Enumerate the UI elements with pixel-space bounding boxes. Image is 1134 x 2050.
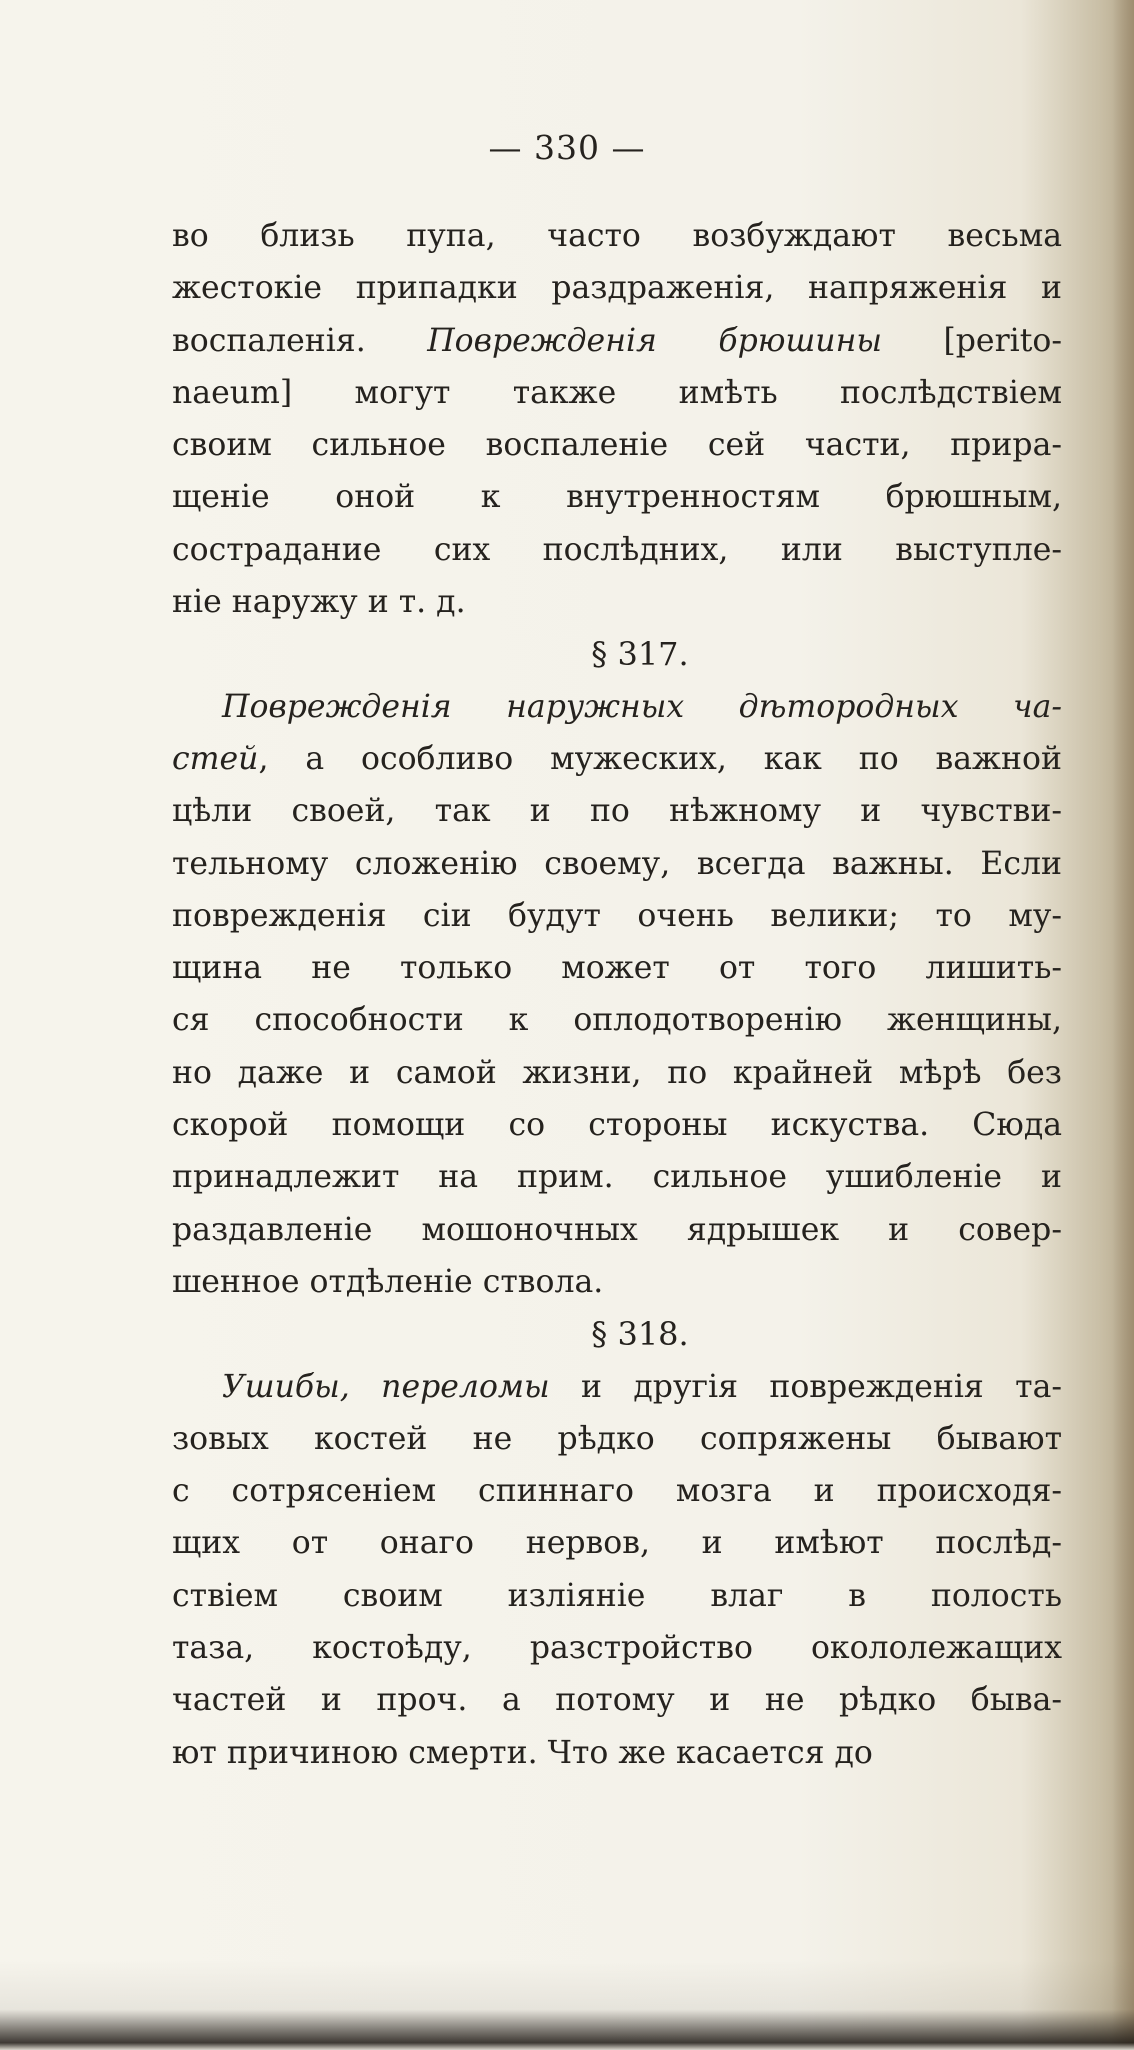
- page-edge-shadow: [1112, 0, 1134, 2050]
- text-run: и другія поврежденія та-: [549, 1368, 1062, 1405]
- text-run: цѣли своей, так и по нѣжному и чувстви-: [172, 793, 1062, 830]
- text-line: [172, 1361, 1062, 1413]
- text-line: [172, 890, 1062, 942]
- text-line: [172, 942, 1062, 994]
- text-run: поврежденія сіи будут очень велики; то му-: [172, 897, 1062, 934]
- text-run: с сотрясеніем спиннаго мозга и происходя-: [172, 1473, 1062, 1510]
- text-run: сострадание сих послѣдних, или выступле-: [172, 531, 1062, 568]
- text-line: [172, 524, 1062, 576]
- text-run: жестокіе припадки раздраженія, напряженія и: [172, 270, 1062, 307]
- text-run: ся способности к оплодотворенію женщины,: [172, 1002, 1062, 1039]
- text-run: зовых костей не рѣдко сопряжены бывают: [172, 1420, 1062, 1457]
- text-line: [172, 1622, 1062, 1674]
- text-run: частей и проч. а потому и не рѣдко быва-: [172, 1682, 1062, 1719]
- text-line: [172, 471, 1062, 523]
- text-line: [172, 262, 1062, 314]
- page-bottom-edge: [0, 1960, 1134, 2050]
- text-line: [172, 785, 1062, 837]
- text-line: [172, 367, 1062, 419]
- text-run: но даже и самой жизни, по крайней мѣрѣ без: [172, 1054, 1062, 1091]
- text-run: ствіем своим изліяніе влаг в полость: [172, 1577, 1062, 1614]
- text-line: [172, 681, 1062, 733]
- text-line: [172, 1465, 1062, 1517]
- text-run: таза, костоѣду, разстройство окололежащих: [172, 1630, 1062, 1667]
- text-run: , а особливо мужеских, как по важной: [258, 740, 1062, 777]
- text-line: [172, 315, 1062, 367]
- text-line: [172, 1256, 1062, 1308]
- text-line: [172, 210, 1062, 262]
- text-line: [172, 1413, 1062, 1465]
- italic-text-run: Ушибы, переломы: [222, 1368, 550, 1405]
- section-heading: § 318.: [591, 1315, 689, 1354]
- text-line: [172, 1151, 1062, 1203]
- text-line: [172, 1570, 1062, 1622]
- text-line: [172, 1099, 1062, 1151]
- text-run: во близь пупа, часто возбуждают весьма: [172, 218, 1062, 254]
- text-run: принадлежит на прим. сильное ушибленіе и: [172, 1159, 1062, 1196]
- text-line: [172, 1517, 1062, 1569]
- text-run: щина не только может от того лишить-: [172, 950, 1062, 987]
- body-text: [172, 210, 1062, 1779]
- text-run: скорой помощи со стороны искуства. Сюда: [172, 1107, 1062, 1144]
- text-line: [172, 1674, 1062, 1726]
- text-line: [172, 838, 1062, 890]
- text-run: naeum] могут также имѣть послѣдствіем: [172, 374, 1062, 411]
- text-run: щеніе оной к внутренностям брюшным,: [172, 479, 1062, 516]
- italic-text-run: Поврежденія брюшины: [427, 322, 882, 359]
- text-run: шенное отдѣленіе ствола.: [172, 1263, 604, 1300]
- text-run: воспаленія.: [172, 322, 428, 359]
- italic-text-run: стей: [172, 740, 259, 777]
- text-line: [172, 576, 1062, 628]
- text-line: [172, 1204, 1062, 1256]
- text-line: [172, 733, 1062, 785]
- text-line: [172, 994, 1062, 1046]
- text-run: раздавленіе мошоночных ядрышек и совер-: [172, 1211, 1062, 1248]
- text-run: щих от онаго нервов, и имѣют послѣд-: [172, 1525, 1062, 1562]
- text-line: [172, 419, 1062, 471]
- page-number: — 330 —: [488, 128, 646, 167]
- text-run: своим сильное воспаленіе сей части, прира-: [172, 427, 1062, 464]
- text-run: тельному сложенію своему, всегда важны. Если: [172, 845, 1062, 882]
- text-run: ніе наружу и т. д.: [172, 584, 466, 621]
- italic-text-run: Поврежденія наружных дѣтородных ча-: [222, 688, 1062, 725]
- section-heading: § 317.: [591, 635, 689, 674]
- text-line: [172, 1727, 1062, 1779]
- text-line: [172, 1047, 1062, 1099]
- text-run: [perito-: [882, 322, 1062, 359]
- text-run: ют причиною смерти. Что же касается до: [172, 1734, 873, 1771]
